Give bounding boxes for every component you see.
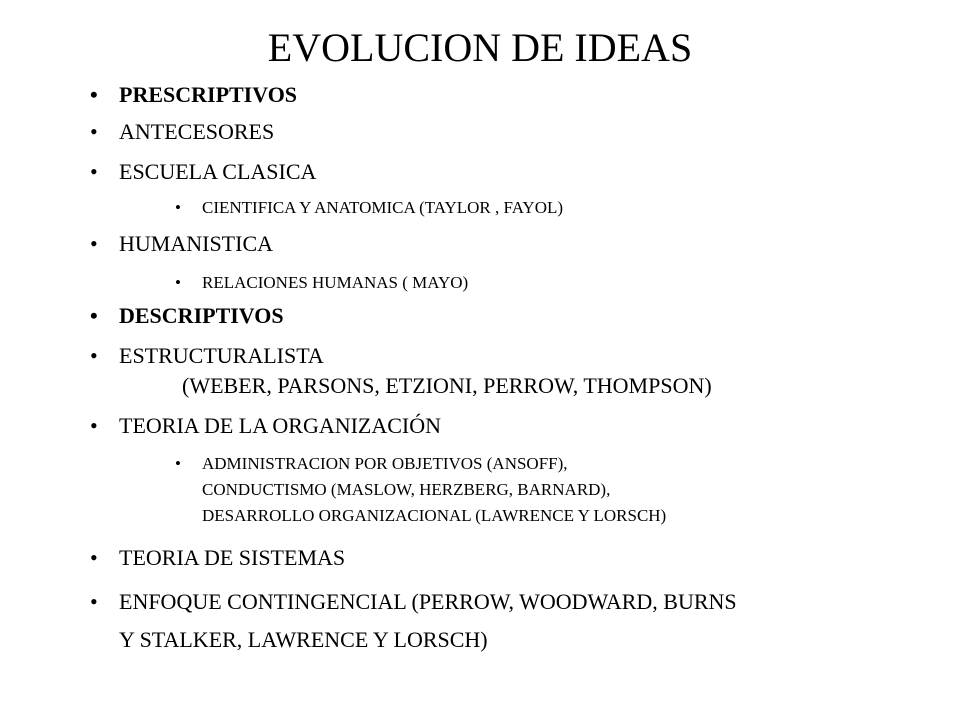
sub-item-line: DESARROLLO ORGANIZACIONAL (LAWRENCE Y LORSCH): [202, 506, 667, 525]
list-item-label: DESCRIPTIVOS: [119, 303, 284, 328]
sub-item-label: RELACIONES HUMANAS ( MAYO): [202, 273, 469, 292]
list-item-teoria-organizacion: [90, 411, 920, 441]
list-item-line: ESTRUCTURALISTA: [119, 343, 324, 368]
list-item-teoria-sistemas: [90, 543, 920, 573]
sub-item-relaciones-humanas: [175, 270, 935, 296]
sub-item-label: [202, 451, 935, 529]
bullet-icon: •: [175, 454, 181, 473]
bullet-icon: •: [90, 545, 98, 570]
sub-item-label: CIENTIFICA Y ANATOMICA (TAYLOR , FAYOL): [202, 198, 564, 217]
bullet-icon: •: [90, 589, 98, 614]
list-item-label: PRESCRIPTIVOS: [119, 82, 298, 107]
bullet-icon: •: [175, 198, 181, 217]
list-item-line: (WEBER, PARSONS, ETZIONI, PERROW, THOMPSON): [182, 373, 712, 398]
bullet-icon: •: [90, 413, 98, 438]
list-item-escuela-clasica: [90, 157, 920, 187]
sub-item-line: ADMINISTRACION POR OBJETIVOS (ANSOFF),: [202, 454, 568, 473]
bullet-icon: •: [90, 119, 98, 144]
list-item-label: ANTECESORES: [119, 119, 275, 144]
sub-item-cientifica: [175, 195, 935, 221]
bullet-icon: •: [90, 159, 98, 184]
slide-title: EVOLUCION DE IDEAS: [267, 25, 693, 70]
list-item-label: [119, 341, 920, 401]
list-item-label: ESCUELA CLASICA: [119, 159, 317, 184]
list-item-antecesores: [90, 117, 920, 147]
list-item-humanistica: [90, 229, 920, 259]
bullet-icon: •: [90, 231, 98, 256]
list-item-line: ENFOQUE CONTINGENCIAL (PERROW, WOODWARD, BURNS: [119, 589, 737, 614]
bullet-icon: •: [175, 273, 181, 292]
list-item-descriptivos: [90, 301, 920, 331]
bullet-icon: •: [90, 303, 98, 328]
list-item-line: Y STALKER, LAWRENCE Y LORSCH): [119, 627, 488, 652]
sub-item-line: CONDUCTISMO (MASLOW, HERZBERG, BARNARD),: [202, 480, 611, 499]
list-item-label: TEORIA DE SISTEMAS: [119, 545, 346, 570]
bullet-icon: •: [90, 343, 98, 368]
list-item-enfoque-contingencial: [90, 583, 920, 659]
list-item-label: HUMANISTICA: [119, 231, 273, 256]
list-item-label: TEORIA DE LA ORGANIZACIÓN: [119, 413, 442, 438]
sub-item-administracion: [175, 451, 935, 529]
bullet-icon: •: [90, 82, 98, 107]
list-item-label: [119, 583, 920, 659]
list-item-prescriptivos: [90, 80, 920, 110]
list-item-estructuralista: [90, 341, 920, 401]
